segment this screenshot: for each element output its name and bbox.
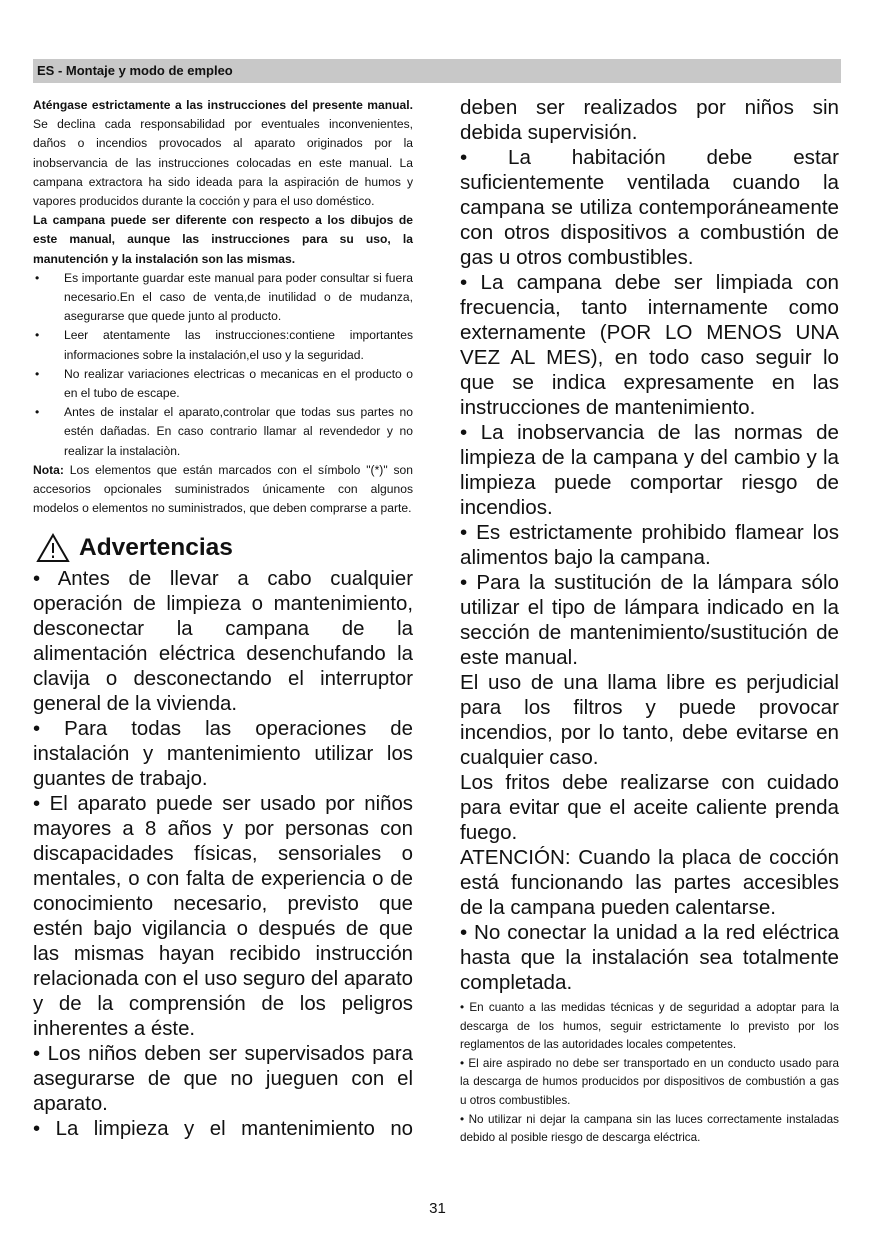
warning-paragraph: • El aparato puede ser usado por niños mayores a 8 años y por personas con discapacidades físicas, sensoriales o mentales, o con falta de experiencia o de conocimiento necesario, previsto que estén bajo vigilancia o después de que las mismas hayan recibido instrucción relacionada con el uso seguro del aparato y de la comprensión de los peligros inherentes a éste. [33,793,413,1041]
warning-paragraph: ATENCIÓN: Cuando la placa de cocción está funcionando las partes accesibles de la campana pueden calentarse. [460,846,839,919]
section-header-title: ES - Montaje y modo de empleo [37,63,233,78]
list-item [33,403,413,461]
bullet-dot: • [35,405,40,420]
note-label: Nota: [33,462,64,477]
notice-paragraph [33,211,413,269]
bullet-dot: • [35,366,40,381]
list-item-text: Es importante guardar este manual para poder consultar si fuera necesario.En el caso de venta,de inutilidad o de mudanza, asegurarse que quede junto al producto. [64,270,413,324]
warning-paragraph: deben ser realizados por niños sin debida supervisión. [460,96,839,144]
warning-paragraph: • La limpieza y el mantenimiento no [33,1118,413,1141]
bullet-list [33,269,413,461]
safety-note-paragraph: • En cuanto a las medidas técnicas y de seguridad a adoptar para la descarga de los humos, seguir estrictamente lo previsto por los reglamentos de las autoridades locales competentes. [460,1001,839,1052]
warnings-title: Advertencias [79,534,233,562]
bullet-dot: • [35,328,40,343]
section-header-bar [33,59,841,83]
warning-paragraph: • Antes de llevar a cabo cualquier operación de limpieza o mantenimiento, desconectar la campana de la alimentación eléctrica desenchufando la clavija o desconectando el interruptor general de la vivienda. [33,568,413,716]
warning-paragraph: • No conectar la unidad a la red eléctrica hasta que la instalación sea totalmente completada. [460,921,839,994]
list-item-text: Antes de instalar el aparato,controlar que todas sus partes no estén dañadas. En caso contrario llamar al revendedor y no realizar la instalaciòn. [64,405,413,458]
intro-paragraph [33,96,413,211]
warning-paragraph: • Es estrictamente prohibido flamear los alimentos bajo la campana. [460,521,839,569]
warning-paragraph: • La habitación debe estar suficientemente ventilada cuando la campana se utiliza contemporáneamente con otros dispositivos a combustión de gas u otros combustibles. [460,146,839,269]
list-item [33,269,413,327]
list-item [33,365,413,403]
warning-paragraph: • La inobservancia de las normas de limpieza de la campana y del cambio y la limpieza puede comportar riesgo de incendios. [460,421,839,519]
intro-bold: Aténgase estrictamente a las instrucciones del presente manual. [33,98,413,112]
safety-note-paragraph: • El aire aspirado no debe ser transportado en un conducto usado para la descarga de humos producidos por dispositivos de combustión a gas u otros combustibles. [460,1056,839,1107]
list-item [33,326,413,364]
list-item-text: No realizar variaciones electricas o mecanicas en el producto o en el tubo de escape. [64,366,413,401]
left-column [33,96,413,1142]
warning-paragraph: Los fritos debe realizarse con cuidado para evitar que el aceite caliente prenda fuego. [460,771,839,844]
intro-text: Se declina cada responsabilidad por eventuales inconvenientes, daños o incendios provocados al aparato originados por la inobservancia de las instrucciones colocadas en este manual. La campana extractora ha sido ideada para la aspiración de humos y vapores producidos durante la cocción y para el uso doméstico. [33,117,413,209]
warnings-heading [33,531,413,565]
warning-paragraph: • Para todas las operaciones de instalación y mantenimiento utilizar los guantes de trabajo. [33,718,413,791]
notice-bold: La campana puede ser diferente con respecto a los dibujos de este manual, aunque las instrucciones para su uso, la manutención y la instalación son las mismas. [33,213,413,266]
warning-paragraph: • La campana debe ser limpiada con frecuencia, tanto internamente como externamente (POR LO MENOS UNA VEZ AL MES), en todo caso seguir lo que se indica expresamente en las instrucciones de mantenimiento. [460,271,839,419]
warning-paragraph: • Para la sustitución de la lámpara sólo utilizar el tipo de lámpara indicado en la sección de mantenimiento/sustitución de este manual. [460,571,839,669]
note-text: Los elementos que están marcados con el símbolo "(*)" son accesorios opcionales suministrados únicamente con algunos modelos o elementos no suministrados, que deben comprarse a parte. [33,462,413,516]
warning-triangle-icon [36,533,70,563]
safety-note-paragraph: • No utilizar ni dejar la campana sin las luces correctamente instaladas debido al posible riesgo de descarga eléctrica. [460,1112,839,1145]
list-item-text: Leer atentamente las instrucciones:contiene importantes informaciones sobre la instalación,el uso y la seguridad. [64,328,413,362]
note-paragraph [33,461,413,519]
warning-paragraph: • Los niños deben ser supervisados para asegurarse de que no jueguen con el aparato. [33,1043,413,1116]
bullet-dot: • [35,270,40,285]
page-number: 31 [429,1200,446,1217]
right-column [460,95,839,1148]
warning-paragraph: El uso de una llama libre es perjudicial para los filtros y puede provocar incendios, por lo tanto, debe evitarse en cualquier caso. [460,671,839,769]
